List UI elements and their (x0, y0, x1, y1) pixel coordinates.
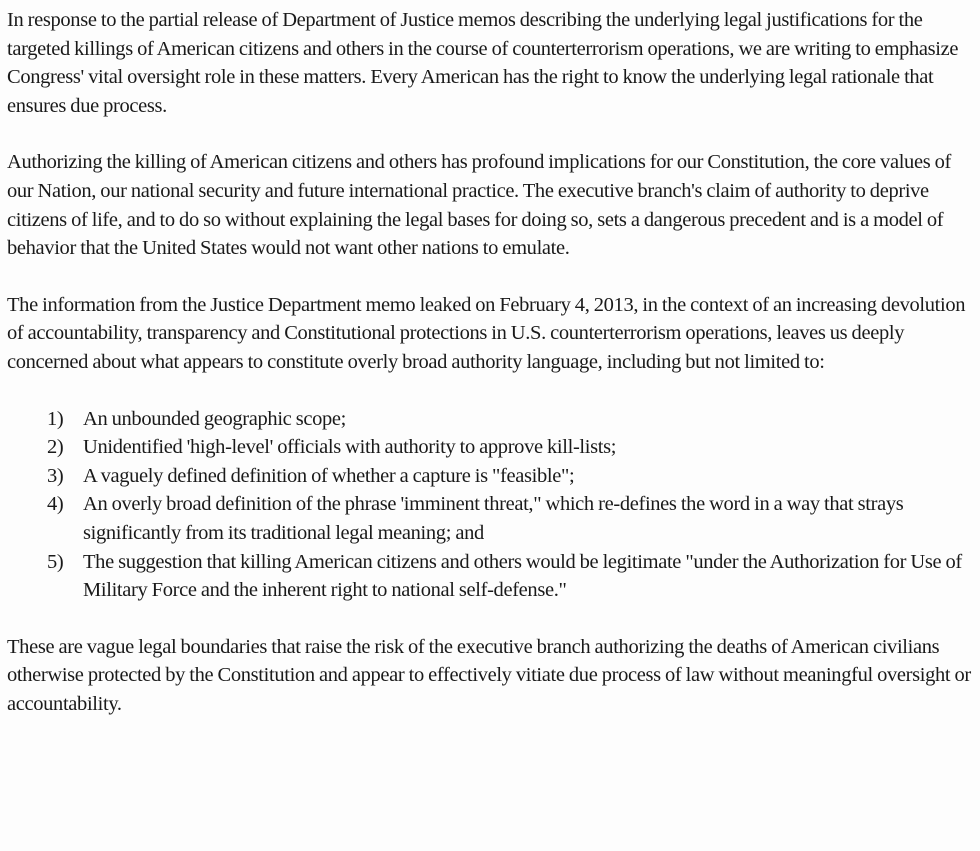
list-item (7, 462, 975, 491)
list-item-text: An unbounded geographic scope; (83, 407, 346, 430)
paragraph-closing: These are vague legal boundaries that raise the risk of the executive branch authorizing the deaths of American civilians otherwise protected by the Constitution and appear to effectively vitiate due process of law without meaningful oversight or accountability. (7, 635, 971, 715)
list-item (7, 548, 975, 605)
list-item-text: The suggestion that killing American citizens and others would be legitimate "under the Authorization for Use of Military Force and the inherent right to national self-defense." (83, 550, 962, 602)
list-item-number: 4) (47, 493, 64, 516)
letter-body (7, 6, 975, 746)
concerns-list (7, 405, 975, 605)
list-item-number: 1) (47, 407, 64, 430)
list-item-number: 3) (47, 464, 64, 487)
paragraph-constitutional-implications: Authorizing the killing of American citizens and others has profound implications for our Constitution, the core values of our Nation, our national security and future international practice. The executive branch's claim of authority to deprive citizens of life, and to do so without explaining the legal bases for doing so, sets a dangerous precedent and is a model of behavior that the United States would not want other nations to emulate. (7, 151, 951, 260)
list-item-number: 5) (47, 550, 64, 573)
list-item-text: Unidentified 'high-level' officials with authority to approve kill-lists; (83, 436, 617, 459)
list-item (7, 490, 975, 547)
list-item (7, 433, 975, 462)
paragraph-oversight-role: In response to the partial release of Department of Justice memos describing the underlying legal justifications for the targeted killings of American citizens and others in the course of counterterrorism operations, we are writing to emphasize Congress' vital oversight role in these matters. Every American has the right to know the underlying legal rationale that ensures due process. (7, 9, 959, 117)
list-item-number: 2) (47, 436, 64, 459)
list-item-text: A vaguely defined definition of whether a capture is "feasible"; (83, 464, 575, 487)
list-item (7, 405, 975, 434)
paragraph-leaked-memo-concerns: The information from the Justice Department memo leaked on February 4, 2013, in the context of an increasing devolution of accountability, transparency and Constitutional protections in U.S. counterterrorism operations, leaves us deeply concerned about what appears to constitute overly broad authority language, including but not limited to: (7, 293, 966, 373)
list-item-text: An overly broad definition of the phrase 'imminent threat," which re-defines the word in a way that strays significantly from its traditional legal meaning; and (83, 493, 904, 544)
